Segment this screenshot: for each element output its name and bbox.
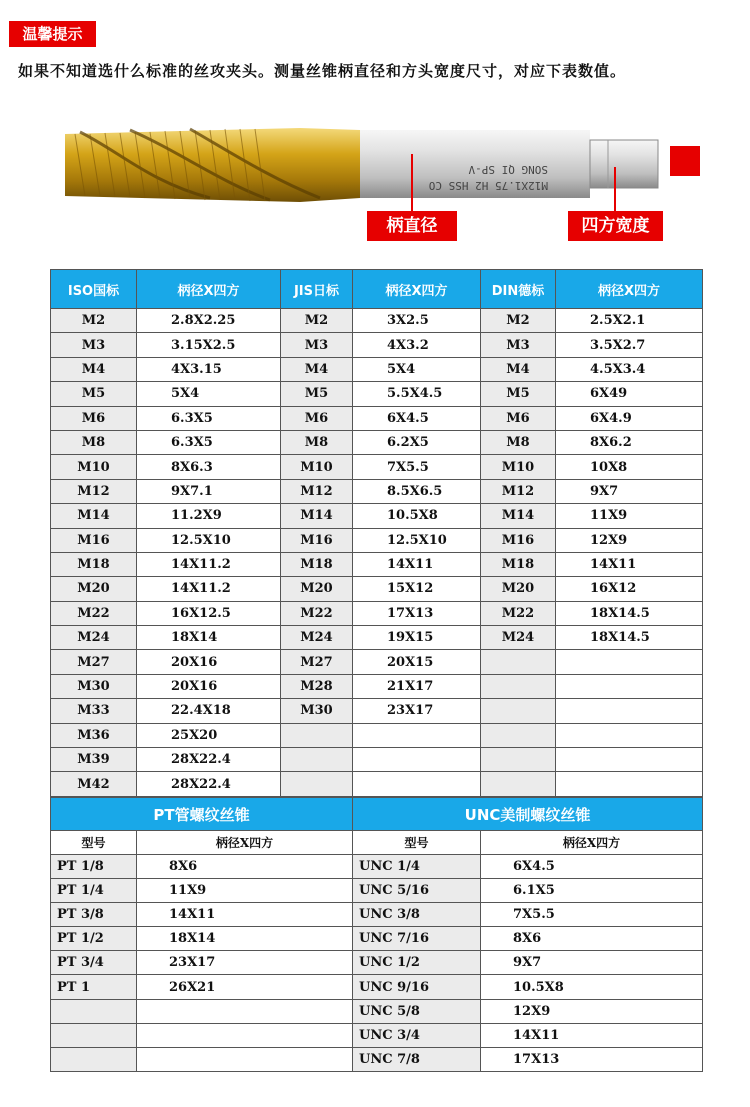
header-din-size: 柄径X四方 xyxy=(556,270,703,309)
iso-dim-cell: 3.15X2.5 xyxy=(137,333,281,357)
pt-model-cell: PT 3/8 xyxy=(51,903,137,927)
unc-model-cell: UNC 5/8 xyxy=(353,999,481,1023)
jis-dim-cell xyxy=(353,748,481,772)
din-size-cell: M20 xyxy=(481,577,556,601)
din-size-cell xyxy=(481,772,556,796)
unc-dim-cell: 7X5.5 xyxy=(481,903,703,927)
tap-engraving-2: M12X1.75 H2 HSS CO xyxy=(428,179,548,192)
din-dim-cell: 2.5X2.1 xyxy=(556,309,703,333)
jis-dim-cell xyxy=(353,772,481,796)
din-dim-cell: 6X4.9 xyxy=(556,406,703,430)
jis-dim-cell: 8.5X6.5 xyxy=(353,479,481,503)
pt-model-cell xyxy=(51,1047,137,1071)
header-iso-size: 柄径X四方 xyxy=(137,270,281,309)
pt-dim-cell: 23X17 xyxy=(137,951,353,975)
table-row xyxy=(51,674,703,698)
jis-size-cell: M2 xyxy=(281,309,353,333)
pt-model-cell: PT 3/4 xyxy=(51,951,137,975)
iso-size-cell: M39 xyxy=(51,748,137,772)
iso-size-cell: M33 xyxy=(51,699,137,723)
jis-dim-cell: 6X4.5 xyxy=(353,406,481,430)
header-jis-size: 柄径X四方 xyxy=(353,270,481,309)
din-dim-cell: 14X11 xyxy=(556,552,703,576)
iso-dim-cell: 20X16 xyxy=(137,674,281,698)
pt-section-title: PT管螺纹丝锥 xyxy=(51,798,353,831)
pt-dim-cell: 11X9 xyxy=(137,879,353,903)
thread-standards-table xyxy=(50,269,703,797)
iso-dim-cell: 5X4 xyxy=(137,382,281,406)
jis-size-cell xyxy=(281,748,353,772)
unc-size-header: 柄径X四方 xyxy=(481,831,703,855)
din-size-cell: M10 xyxy=(481,455,556,479)
jis-size-cell: M14 xyxy=(281,504,353,528)
iso-size-cell: M18 xyxy=(51,552,137,576)
jis-dim-cell: 7X5.5 xyxy=(353,455,481,479)
din-dim-cell: 12X9 xyxy=(556,528,703,552)
unc-section-title: UNC美制螺纹丝锥 xyxy=(353,798,703,831)
table-row xyxy=(51,504,703,528)
sub-header-row xyxy=(51,831,703,855)
din-dim-cell xyxy=(556,699,703,723)
din-dim-cell: 10X8 xyxy=(556,455,703,479)
table-row xyxy=(51,748,703,772)
din-dim-cell: 9X7 xyxy=(556,479,703,503)
iso-size-cell: M10 xyxy=(51,455,137,479)
din-dim-cell xyxy=(556,650,703,674)
table-row xyxy=(51,406,703,430)
jis-size-cell xyxy=(281,723,353,747)
table-row xyxy=(51,699,703,723)
pt-dim-cell xyxy=(137,1047,353,1071)
jis-size-cell: M16 xyxy=(281,528,353,552)
tap-square-head xyxy=(590,140,658,188)
iso-dim-cell: 9X7.1 xyxy=(137,479,281,503)
din-dim-cell xyxy=(556,772,703,796)
iso-size-cell: M3 xyxy=(51,333,137,357)
jis-dim-cell: 19X15 xyxy=(353,626,481,650)
iso-dim-cell: 14X11.2 xyxy=(137,577,281,601)
unc-dim-cell: 6X4.5 xyxy=(481,855,703,879)
iso-size-cell: M22 xyxy=(51,601,137,625)
din-size-cell xyxy=(481,650,556,674)
unc-model-cell: UNC 3/8 xyxy=(353,903,481,927)
pt-model-cell: PT 1 xyxy=(51,975,137,999)
jis-size-cell: M5 xyxy=(281,382,353,406)
din-dim-cell xyxy=(556,723,703,747)
table-row xyxy=(51,951,703,975)
table-row xyxy=(51,772,703,796)
table-row xyxy=(51,552,703,576)
iso-dim-cell: 25X20 xyxy=(137,723,281,747)
pt-dim-cell: 26X21 xyxy=(137,975,353,999)
iso-size-cell: M14 xyxy=(51,504,137,528)
tip-badge: 温馨提示 xyxy=(9,21,96,47)
pt-dim-cell: 8X6 xyxy=(137,855,353,879)
pt-model-cell: PT 1/4 xyxy=(51,879,137,903)
table-row xyxy=(51,357,703,381)
tap-illustration xyxy=(60,112,660,217)
pt-dim-cell: 18X14 xyxy=(137,927,353,951)
iso-size-cell: M42 xyxy=(51,772,137,796)
header-iso: ISO国标 xyxy=(51,270,137,309)
shank-diameter-label: 柄直径 xyxy=(367,211,457,241)
table-row xyxy=(51,601,703,625)
jis-dim-cell: 5X4 xyxy=(353,357,481,381)
din-size-cell xyxy=(481,748,556,772)
jis-dim-cell: 12.5X10 xyxy=(353,528,481,552)
din-dim-cell: 18X14.5 xyxy=(556,601,703,625)
jis-dim-cell: 21X17 xyxy=(353,674,481,698)
unc-dim-cell: 9X7 xyxy=(481,951,703,975)
jis-size-cell: M4 xyxy=(281,357,353,381)
iso-dim-cell: 16X12.5 xyxy=(137,601,281,625)
din-size-cell: M8 xyxy=(481,430,556,454)
iso-dim-cell: 12.5X10 xyxy=(137,528,281,552)
unc-dim-cell: 12X9 xyxy=(481,999,703,1023)
jis-size-cell: M20 xyxy=(281,577,353,601)
iso-dim-cell: 4X3.15 xyxy=(137,357,281,381)
din-size-cell xyxy=(481,674,556,698)
unc-model-cell: UNC 7/8 xyxy=(353,1047,481,1071)
iso-size-cell: M2 xyxy=(51,309,137,333)
square-width-label: 四方宽度 xyxy=(568,211,663,241)
table-row xyxy=(51,626,703,650)
tap-thread-body xyxy=(65,128,360,202)
iso-size-cell: M5 xyxy=(51,382,137,406)
table-row xyxy=(51,528,703,552)
tap-engraving-1: SONG QI SP-V xyxy=(468,163,548,176)
unc-dim-cell: 6.1X5 xyxy=(481,879,703,903)
unc-model-cell: UNC 1/2 xyxy=(353,951,481,975)
jis-size-cell: M12 xyxy=(281,479,353,503)
jis-size-cell: M22 xyxy=(281,601,353,625)
table-row xyxy=(51,577,703,601)
unc-dim-cell: 17X13 xyxy=(481,1047,703,1071)
table-row xyxy=(51,1047,703,1071)
jis-size-cell xyxy=(281,772,353,796)
din-size-cell: M4 xyxy=(481,357,556,381)
table-row xyxy=(51,999,703,1023)
iso-dim-cell: 6.3X5 xyxy=(137,406,281,430)
din-size-cell: M12 xyxy=(481,479,556,503)
din-dim-cell: 4.5X3.4 xyxy=(556,357,703,381)
pt-size-header: 柄径X四方 xyxy=(137,831,353,855)
unc-model-cell: UNC 3/4 xyxy=(353,1023,481,1047)
jis-size-cell: M30 xyxy=(281,699,353,723)
table-row xyxy=(51,650,703,674)
jis-dim-cell: 6.2X5 xyxy=(353,430,481,454)
jis-size-cell: M28 xyxy=(281,674,353,698)
pt-model-cell xyxy=(51,999,137,1023)
section-title-row xyxy=(51,798,703,831)
jis-dim-cell: 20X15 xyxy=(353,650,481,674)
iso-dim-cell: 18X14 xyxy=(137,626,281,650)
iso-dim-cell: 28X22.4 xyxy=(137,748,281,772)
iso-dim-cell: 20X16 xyxy=(137,650,281,674)
iso-dim-cell: 22.4X18 xyxy=(137,699,281,723)
iso-dim-cell: 6.3X5 xyxy=(137,430,281,454)
table-row xyxy=(51,382,703,406)
iso-size-cell: M4 xyxy=(51,357,137,381)
table-row xyxy=(51,309,703,333)
table-row xyxy=(51,927,703,951)
iso-size-cell: M16 xyxy=(51,528,137,552)
square-marker xyxy=(670,146,700,176)
table-row xyxy=(51,1023,703,1047)
unc-model-cell: UNC 1/4 xyxy=(353,855,481,879)
jis-dim-cell xyxy=(353,723,481,747)
din-size-cell: M24 xyxy=(481,626,556,650)
jis-size-cell: M3 xyxy=(281,333,353,357)
iso-size-cell: M20 xyxy=(51,577,137,601)
pt-model-cell xyxy=(51,1023,137,1047)
din-dim-cell: 18X14.5 xyxy=(556,626,703,650)
table-row xyxy=(51,855,703,879)
din-size-cell: M6 xyxy=(481,406,556,430)
jis-size-cell: M27 xyxy=(281,650,353,674)
din-size-cell xyxy=(481,723,556,747)
table-row xyxy=(51,975,703,999)
jis-size-cell: M18 xyxy=(281,552,353,576)
jis-dim-cell: 15X12 xyxy=(353,577,481,601)
pt-unc-table xyxy=(50,797,703,1072)
jis-size-cell: M8 xyxy=(281,430,353,454)
jis-dim-cell: 14X11 xyxy=(353,552,481,576)
table-header-row xyxy=(51,270,703,309)
iso-size-cell: M24 xyxy=(51,626,137,650)
din-dim-cell: 6X49 xyxy=(556,382,703,406)
table-row xyxy=(51,455,703,479)
iso-size-cell: M12 xyxy=(51,479,137,503)
iso-size-cell: M36 xyxy=(51,723,137,747)
iso-dim-cell: 11.2X9 xyxy=(137,504,281,528)
iso-size-cell: M6 xyxy=(51,406,137,430)
table-row xyxy=(51,723,703,747)
table-row xyxy=(51,903,703,927)
din-dim-cell: 11X9 xyxy=(556,504,703,528)
din-dim-cell: 16X12 xyxy=(556,577,703,601)
din-size-cell: M5 xyxy=(481,382,556,406)
pt-dim-cell xyxy=(137,1023,353,1047)
din-dim-cell xyxy=(556,674,703,698)
table-row xyxy=(51,333,703,357)
jis-dim-cell: 10.5X8 xyxy=(353,504,481,528)
tip-text: 如果不知道选什么标准的丝攻夹头。测量丝锥柄直径和方头宽度尺寸，对应下表数值。 xyxy=(18,62,627,80)
pt-dim-cell xyxy=(137,999,353,1023)
pt-model-cell: PT 1/2 xyxy=(51,927,137,951)
din-size-cell: M22 xyxy=(481,601,556,625)
unc-dim-cell: 14X11 xyxy=(481,1023,703,1047)
unc-dim-cell: 10.5X8 xyxy=(481,975,703,999)
jis-dim-cell: 3X2.5 xyxy=(353,309,481,333)
table-row xyxy=(51,479,703,503)
din-dim-cell xyxy=(556,748,703,772)
jis-size-cell: M6 xyxy=(281,406,353,430)
iso-size-cell: M30 xyxy=(51,674,137,698)
unc-dim-cell: 8X6 xyxy=(481,927,703,951)
header-jis: JIS日标 xyxy=(281,270,353,309)
iso-dim-cell: 28X22.4 xyxy=(137,772,281,796)
pt-dim-cell: 14X11 xyxy=(137,903,353,927)
din-size-cell: M3 xyxy=(481,333,556,357)
table-row xyxy=(51,879,703,903)
jis-size-cell: M10 xyxy=(281,455,353,479)
jis-size-cell: M24 xyxy=(281,626,353,650)
din-size-cell: M16 xyxy=(481,528,556,552)
unc-model-cell: UNC 5/16 xyxy=(353,879,481,903)
din-size-cell: M18 xyxy=(481,552,556,576)
pt-model-cell: PT 1/8 xyxy=(51,855,137,879)
din-size-cell: M2 xyxy=(481,309,556,333)
iso-size-cell: M27 xyxy=(51,650,137,674)
iso-size-cell: M8 xyxy=(51,430,137,454)
unc-model-cell: UNC 9/16 xyxy=(353,975,481,999)
jis-dim-cell: 23X17 xyxy=(353,699,481,723)
pt-model-header: 型号 xyxy=(51,831,137,855)
din-size-cell xyxy=(481,699,556,723)
unc-model-header: 型号 xyxy=(353,831,481,855)
jis-dim-cell: 5.5X4.5 xyxy=(353,382,481,406)
iso-dim-cell: 8X6.3 xyxy=(137,455,281,479)
din-dim-cell: 8X6.2 xyxy=(556,430,703,454)
din-size-cell: M14 xyxy=(481,504,556,528)
din-dim-cell: 3.5X2.7 xyxy=(556,333,703,357)
unc-model-cell: UNC 7/16 xyxy=(353,927,481,951)
iso-dim-cell: 14X11.2 xyxy=(137,552,281,576)
jis-dim-cell: 4X3.2 xyxy=(353,333,481,357)
iso-dim-cell: 2.8X2.25 xyxy=(137,309,281,333)
table-row xyxy=(51,430,703,454)
header-din: DIN德标 xyxy=(481,270,556,309)
jis-dim-cell: 17X13 xyxy=(353,601,481,625)
